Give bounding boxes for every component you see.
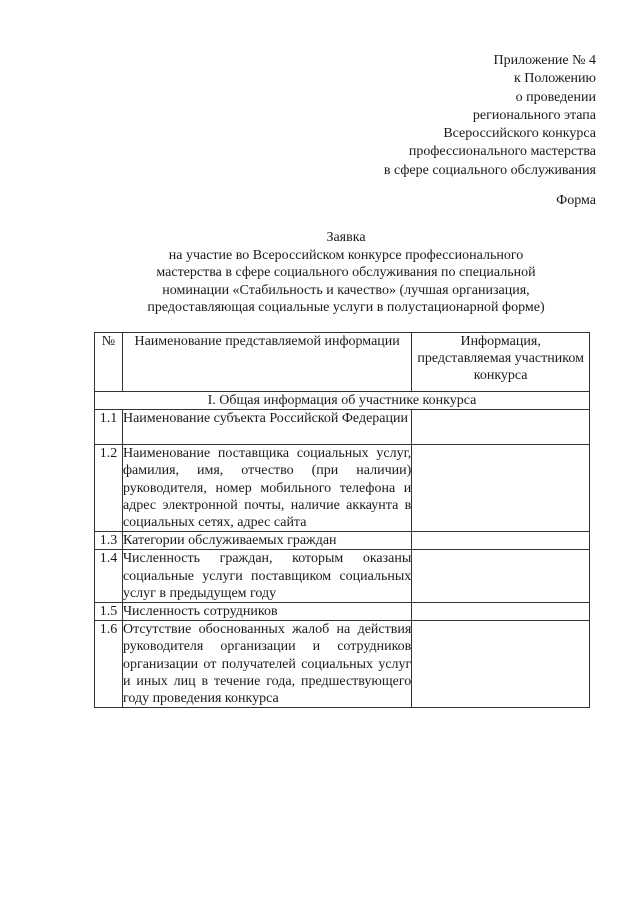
row-info-cell[interactable] [412, 532, 590, 550]
table-row [95, 410, 590, 445]
title-heading: Заявка [326, 230, 366, 245]
appendix-line: Приложение № 4 [493, 53, 596, 68]
row-name: Численность сотрудников [122, 603, 411, 621]
row-info-cell[interactable] [412, 410, 590, 445]
section-row [95, 392, 590, 410]
header-info: Информация, представляемая участником конкурса [412, 333, 590, 392]
table-row [95, 621, 590, 708]
title-line: на участие во Всероссийском конкурсе профессионального [168, 247, 524, 263]
title-line: предоставляющая социальные услуги в полустационарной форме) [147, 300, 545, 315]
row-name: Наименование поставщика социальных услуг, фамилия, имя, отчество (при наличии) руководителя, номер мобильного телефона и адрес электронной почты, наличие аккаунта в социальных сетях, адрес сайта [122, 446, 412, 531]
row-number: 1.6 [95, 621, 123, 708]
row-number: 1.2 [95, 445, 123, 532]
row-name: Отсутствие обоснованных жалоб на действия руководителя организации и сотрудников организации от получателей социальных услуг и иных лиц в течение года, предшествующего году проведения конкурса [122, 622, 412, 707]
row-info-cell[interactable] [412, 603, 590, 621]
appendix-header [296, 52, 596, 180]
table-row [95, 532, 590, 550]
title-line: номинации «Стабильность и качество» (лучшая организация, [162, 282, 530, 298]
row-name: Численность граждан, которым оказаны социальные услуги поставщиком социальных услуг в предыдущем году [122, 551, 412, 601]
appendix-line: регионального этапа [472, 107, 596, 123]
row-name: Наименование субъекта Российской Федерации [122, 410, 411, 445]
row-number: 1.1 [95, 410, 123, 445]
appendix-line: Всероссийского конкурса [443, 126, 596, 142]
appendix-line: к Положению [513, 71, 596, 87]
table-row [95, 445, 590, 532]
form-label: Форма [556, 193, 596, 208]
header-name: Наименование представляемой информации [122, 333, 411, 392]
title-line: мастерства в сфере социального обслуживания по специальной [156, 265, 536, 280]
row-number: 1.4 [95, 550, 123, 603]
appendix-line: профессионального мастерства [408, 144, 596, 160]
table-header-row [95, 333, 590, 392]
row-number: 1.3 [95, 532, 123, 550]
row-info-cell[interactable] [412, 550, 590, 603]
row-name: Категории обслуживаемых граждан [122, 532, 411, 550]
application-table [94, 332, 590, 708]
appendix-line: в сфере социального обслуживания [383, 162, 596, 178]
document-title [96, 229, 596, 317]
table-row [95, 550, 590, 603]
appendix-line: о проведении [515, 89, 596, 105]
row-info-cell[interactable] [412, 445, 590, 532]
row-info-cell[interactable] [412, 621, 590, 708]
table-row [95, 603, 590, 621]
header-num: № [95, 333, 123, 392]
section-title: I. Общая информация об участнике конкурса [95, 392, 590, 410]
row-number: 1.5 [95, 603, 123, 621]
